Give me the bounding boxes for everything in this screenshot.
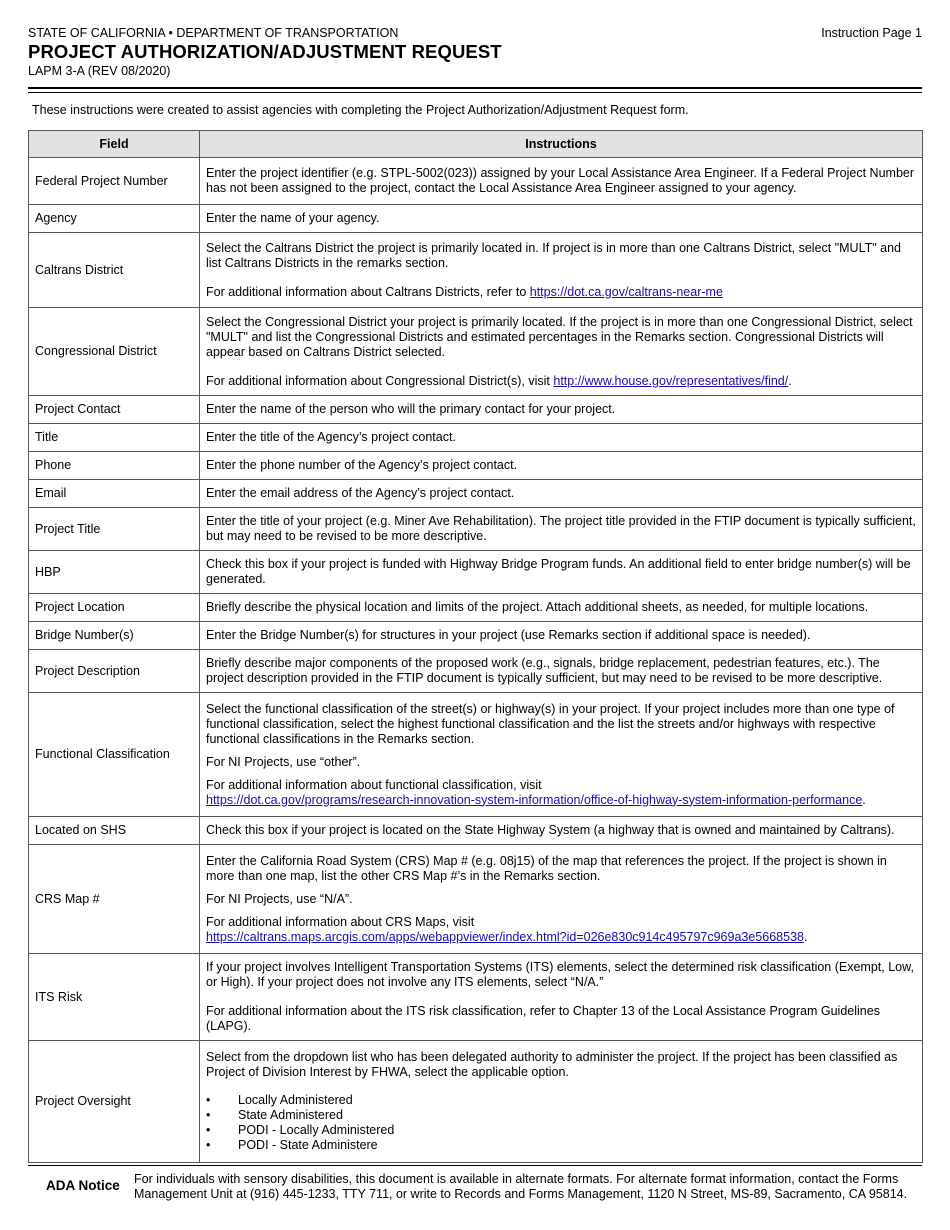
- ada-notice-label: ADA Notice: [46, 1178, 120, 1193]
- intro-text: These instructions were created to assist agencies with completing the Project Authorization/Adjustment Request form.: [32, 103, 689, 117]
- instruction-cell: [200, 233, 923, 308]
- instruction-text: For NI Projects, use “other”.: [206, 754, 361, 769]
- instruction-cell: [200, 205, 923, 233]
- bullet: •: [206, 1093, 211, 1107]
- table-row: [29, 650, 923, 693]
- option-label: PODI - State Administere: [238, 1138, 378, 1152]
- instruction-cell: [200, 1041, 923, 1163]
- instruction-text: Enter the California Road System (CRS) Map # (e.g. 08j15) of the map that references the project. If the project is shown in more than one map, list the other CRS Map #’s in the Remarks section.: [206, 853, 887, 883]
- form-number: LAPM 3-A (REV 08/2020): [28, 64, 171, 78]
- table-row: [29, 622, 923, 650]
- option-label: State Administered: [238, 1108, 343, 1122]
- instruction-text: If your project involves Intelligent Transportation Systems (ITS) elements, select the determined risk classification (Exempt, Low, or High). If your project does not involve any ITS elements, select “N/A.”: [206, 960, 914, 989]
- header-rule: [28, 87, 922, 89]
- field-name: ITS Risk: [29, 954, 200, 1041]
- field-name: HBP: [29, 551, 200, 594]
- more-tail: .: [862, 792, 866, 807]
- instruction-cell: [200, 396, 923, 424]
- field-name: Project Location: [29, 594, 200, 622]
- instruction-cell: [200, 308, 923, 396]
- instruction-cell: [200, 424, 923, 452]
- instruction-text: For NI Projects, use “N/A”.: [206, 891, 353, 906]
- more-text: For additional information about Congressional District(s), visit: [206, 373, 554, 388]
- header-instructions: Instructions: [200, 131, 923, 158]
- instruction-text: Enter the name of your agency.: [206, 211, 380, 225]
- table-row: [29, 954, 923, 1041]
- instruction-cell: [200, 508, 923, 551]
- instruction-more: [206, 778, 916, 808]
- agency-line: STATE OF CALIFORNIA • DEPARTMENT OF TRANSPORTATION: [28, 26, 399, 40]
- instruction-text: Briefly describe the physical location and limits of the project. Attach additional sheets, as needed, for multiple locations.: [206, 600, 869, 614]
- instruction-text: Enter the name of the person who will the primary contact for your project.: [206, 402, 616, 416]
- field-name: Bridge Number(s): [29, 622, 200, 650]
- field-name: Caltrans District: [29, 233, 200, 308]
- more-text: For additional information about functional classification, visit: [206, 777, 542, 792]
- field-name: Email: [29, 480, 200, 508]
- field-name: Federal Project Number: [29, 158, 200, 205]
- ada-notice-text: For individuals with sensory disabilities, this document is available in alternate formats. For alternate format information, contact the Forms Management Unit at (916) 445-1233, TTY 711, or write to Records and Forms Management, 1120 N Street, MS-89, Sacramento, CA 95814.: [134, 1172, 908, 1201]
- more-tail: .: [788, 373, 792, 388]
- table-row: [29, 308, 923, 396]
- field-name: Title: [29, 424, 200, 452]
- table-row: [29, 396, 923, 424]
- instruction-text: Select the functional classification of the street(s) or highway(s) in your project. If your project includes more than one type of functional classification, select the highest functional classification and the list the streets and/or highways with respective functional classifications in the Remarks section.: [206, 701, 895, 746]
- field-name: CRS Map #: [29, 845, 200, 954]
- field-name: Located on SHS: [29, 817, 200, 845]
- table-row: [29, 594, 923, 622]
- field-name: Phone: [29, 452, 200, 480]
- field-name: Project Title: [29, 508, 200, 551]
- more-text: For additional information about Caltrans Districts, refer to: [206, 284, 530, 299]
- option-label: Locally Administered: [238, 1093, 353, 1107]
- instruction-cell: [200, 158, 923, 205]
- instruction-cell: [200, 452, 923, 480]
- table-header-row: [29, 131, 923, 158]
- instruction-more: [206, 374, 916, 389]
- instruction-text: Select the Congressional District your project is primarily located. If the project is in more than one Congressional District, select "MULT" and list the Congressional Districts and estimated percentages in the Remarks section. Congressional Districts will appear based on Caltrans District selected.: [206, 314, 913, 359]
- list-item: [206, 1093, 916, 1108]
- caltrans-districts-link[interactable]: https://dot.ca.gov/caltrans-near-me: [529, 284, 723, 299]
- form-title: PROJECT AUTHORIZATION/ADJUSTMENT REQUEST: [28, 41, 502, 62]
- instruction-cell: [200, 551, 923, 594]
- instruction-text: Select the Caltrans District the project is primarily located in. If project is in more than one Caltrans District, select "MULT" and list Caltrans Districts in the remarks section.: [206, 240, 902, 270]
- instruction-cell: [200, 693, 923, 817]
- table-row: [29, 551, 923, 594]
- oversight-options-list: [206, 1093, 916, 1153]
- instruction-cell: [200, 480, 923, 508]
- instruction-cell: [200, 817, 923, 845]
- ada-notice: [28, 1165, 922, 1202]
- instruction-cell: [200, 650, 923, 693]
- instruction-text: Enter the title of the Agency’s project contact.: [206, 430, 456, 444]
- table-row: [29, 424, 923, 452]
- header-rule-thin: [28, 92, 922, 93]
- functional-classification-link[interactable]: https://dot.ca.gov/programs/research-innovation-system-information/office-of-highway-system-information-performance: [206, 792, 863, 807]
- instruction-more: [206, 915, 916, 945]
- more-text: For additional information about CRS Maps, visit: [206, 914, 475, 929]
- list-item: [206, 1108, 916, 1123]
- header-field: Field: [29, 131, 200, 158]
- instruction-cell: [200, 954, 923, 1041]
- table-row: [29, 817, 923, 845]
- instruction-text: For additional information about the ITS risk classification, refer to Chapter 13 of the Local Assistance Program Guidelines (LAPG).: [206, 1004, 880, 1033]
- instruction-cell: [200, 594, 923, 622]
- more-tail: .: [803, 929, 808, 944]
- house-representatives-link[interactable]: http://www.house.gov/representatives/find/: [553, 373, 789, 388]
- instruction-text: Briefly describe major components of the proposed work (e.g., signals, bridge replacement, pedestrian features, etc.). The project description provided in the FTIP document is typically sufficient, but may need to be revised to be more descriptive.: [206, 656, 883, 685]
- instruction-cell: [200, 622, 923, 650]
- instruction-text: Enter the email address of the Agency’s project contact.: [206, 486, 515, 500]
- table-row: [29, 233, 923, 308]
- instructions-table: [28, 130, 923, 1163]
- instruction-text: Enter the project identifier (e.g. STPL-5002(023)) assigned by your Local Assistance Area Engineer. If a Federal Project Number has not been assigned to the project, contact the Local Assistance Area Engineer assigned to your agency.: [206, 166, 915, 195]
- table-row: [29, 693, 923, 817]
- field-name: Project Description: [29, 650, 200, 693]
- instruction-text: Check this box if your project is located on the State Highway System (a highway that is owned and maintained by Caltrans).: [206, 823, 895, 837]
- table-row: [29, 1041, 923, 1163]
- instruction-text: Enter the title of your project (e.g. Miner Ave Rehabilitation). The project title provided in the FTIP document is typically sufficient, but may need to be revised to be more descriptive.: [206, 514, 916, 543]
- field-name: Project Oversight: [29, 1041, 200, 1163]
- field-name: Project Contact: [29, 396, 200, 424]
- instruction-text: Enter the phone number of the Agency’s project contact.: [206, 458, 518, 472]
- table-row: [29, 452, 923, 480]
- bullet: •: [206, 1108, 211, 1122]
- instruction-more: [206, 285, 916, 300]
- page-label: Instruction Page 1: [821, 26, 922, 40]
- crs-maps-link[interactable]: https://caltrans.maps.arcgis.com/apps/webappviewer/index.html?id=026e830c914c495797c969a3e5668538: [206, 929, 804, 944]
- bullet: •: [206, 1138, 211, 1152]
- instruction-text: Select from the dropdown list who has been delegated authority to administer the project. If the project has been classified as Project of Division Interest by FHWA, select the applicable option.: [206, 1050, 898, 1079]
- list-item: [206, 1123, 916, 1138]
- option-label: PODI - Locally Administered: [238, 1123, 395, 1137]
- field-name: Congressional District: [29, 308, 200, 396]
- instruction-cell: [200, 845, 923, 954]
- table-row: [29, 508, 923, 551]
- instruction-text: Enter the Bridge Number(s) for structures in your project (use Remarks section if additional space is needed).: [206, 628, 811, 642]
- bullet: •: [206, 1123, 211, 1137]
- table-row: [29, 158, 923, 205]
- table-row: [29, 845, 923, 954]
- instruction-text: Check this box if your project is funded with Highway Bridge Program funds. An additional field to enter bridge number(s) will be generated.: [206, 557, 911, 586]
- field-name: Agency: [29, 205, 200, 233]
- form-header: [28, 26, 922, 86]
- table-row: [29, 480, 923, 508]
- field-name: Functional Classification: [29, 693, 200, 817]
- list-item: [206, 1138, 916, 1153]
- table-row: [29, 205, 923, 233]
